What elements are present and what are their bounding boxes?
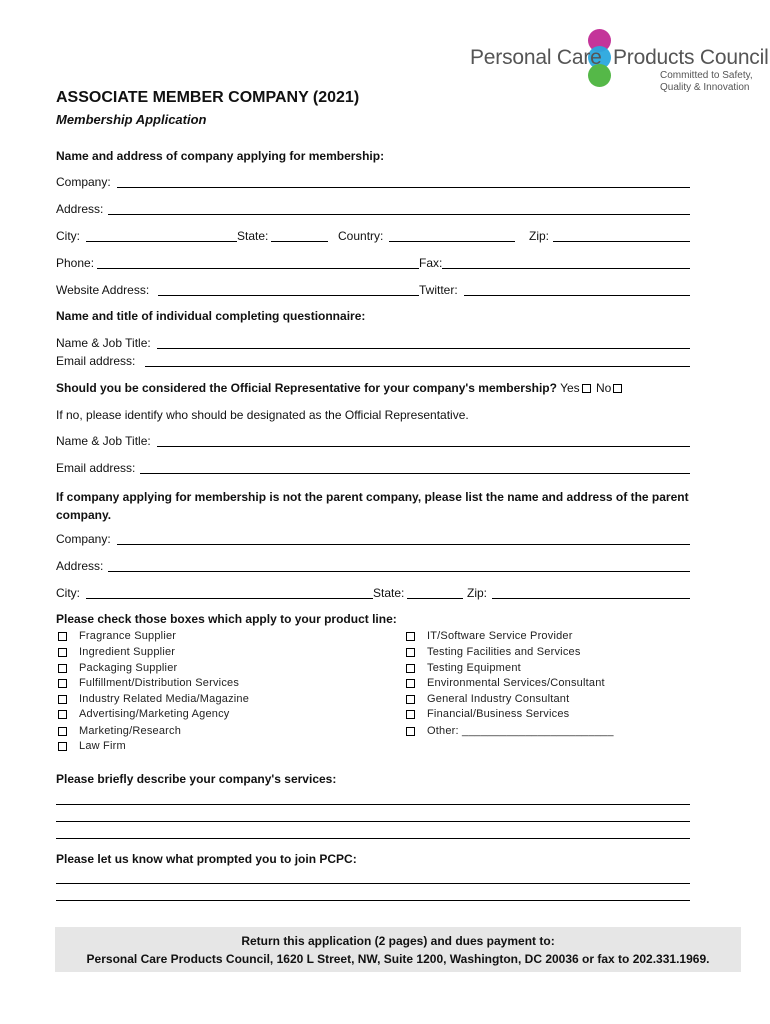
section-company-heading: Name and address of company applying for membership:: [56, 149, 385, 163]
official-rep-question-text: Should you be considered the Official Representative for your company's membership?: [56, 381, 557, 395]
product-right-4: General Industry Consultant: [427, 693, 570, 705]
product-left-7: Law Firm: [79, 740, 126, 752]
return-instructions: [55, 927, 741, 972]
city-field[interactable]: [86, 241, 237, 242]
product-right-5: Financial/Business Services: [427, 708, 570, 720]
product-left-2: Packaging Supplier: [79, 662, 178, 674]
name-job-label: Name & Job Title:: [56, 336, 151, 350]
logo-text-right: Products Council: [613, 46, 769, 69]
parent-city-field[interactable]: [86, 598, 373, 599]
prompted-line-2[interactable]: [56, 900, 690, 901]
parent-company-field[interactable]: [117, 544, 690, 545]
product-right-1: Testing Facilities and Services: [427, 646, 581, 658]
footer-line-2: Personal Care Products Council, 1620 L Street, NW, Suite 1200, Washington, DC 20036 or fax to 202.331.1969.: [86, 952, 710, 966]
product-right-3: Environmental Services/Consultant: [427, 677, 605, 689]
prompted-line-1[interactable]: [56, 883, 690, 884]
fax-label: Fax:: [419, 256, 443, 270]
checkbox-right-3[interactable]: [406, 679, 415, 688]
product-left-6: Marketing/Research: [79, 725, 182, 737]
parent-address-label: Address:: [56, 559, 104, 573]
country-label: Country:: [338, 229, 384, 243]
rep-name-job-field[interactable]: [157, 446, 690, 447]
rep-email-label: Email address:: [56, 461, 136, 475]
phone-field[interactable]: [97, 268, 419, 269]
parent-zip-field[interactable]: [492, 598, 690, 599]
website-label: Website Address:: [56, 283, 150, 297]
product-left-5: Advertising/Marketing Agency: [79, 708, 230, 720]
footer-line-1: Return this application (2 pages) and dues payment to:: [241, 934, 555, 948]
no-checkbox[interactable]: [613, 384, 622, 393]
phone-label: Phone:: [56, 256, 95, 270]
checkbox-left-0[interactable]: [58, 632, 67, 641]
product-left-1: Ingredient Supplier: [79, 646, 176, 658]
product-left-3: Fulfillment/Distribution Services: [79, 677, 240, 689]
checkbox-left-2[interactable]: [58, 664, 67, 673]
checkbox-right-1[interactable]: [406, 648, 415, 657]
checkbox-right-4[interactable]: [406, 695, 415, 704]
product-line-heading: Please check those boxes which apply to your product line:: [56, 612, 397, 626]
product-left-4: Industry Related Media/Magazine: [79, 693, 250, 705]
services-line-2[interactable]: [56, 821, 690, 822]
product-right-0: IT/Software Service Provider: [427, 630, 573, 642]
zip-field[interactable]: [553, 241, 690, 242]
name-job-field[interactable]: [157, 348, 690, 349]
checkbox-left-7[interactable]: [58, 742, 67, 751]
company-field[interactable]: [117, 187, 690, 188]
checkbox-right-5[interactable]: [406, 710, 415, 719]
logo-tagline-1: Committed to Safety,: [660, 70, 753, 81]
logo-text-left: Personal Care: [470, 46, 602, 69]
product-right-2: Testing Equipment: [427, 662, 521, 674]
fax-field[interactable]: [442, 268, 690, 269]
checkbox-right-6[interactable]: [406, 727, 415, 736]
state-label: State:: [237, 229, 269, 243]
services-line-1[interactable]: [56, 804, 690, 805]
official-rep-question: [56, 381, 624, 395]
checkbox-left-4[interactable]: [58, 695, 67, 704]
address-label: Address:: [56, 202, 104, 216]
parent-state-field[interactable]: [407, 598, 463, 599]
email-field[interactable]: [145, 366, 690, 367]
page-subtitle: Membership Application: [56, 112, 207, 127]
parent-city-label: City:: [56, 586, 80, 600]
company-label: Company:: [56, 175, 111, 189]
logo-tagline-2: Quality & Innovation: [660, 82, 750, 93]
prompted-heading: Please let us know what prompted you to join PCPC:: [56, 852, 357, 866]
twitter-label: Twitter:: [419, 283, 458, 297]
country-field[interactable]: [389, 241, 515, 242]
parent-state-label: State:: [373, 586, 405, 600]
twitter-field[interactable]: [464, 295, 690, 296]
rep-email-field[interactable]: [140, 473, 690, 474]
services-line-3[interactable]: [56, 838, 690, 839]
website-field[interactable]: [158, 295, 419, 296]
checkbox-right-0[interactable]: [406, 632, 415, 641]
parent-company-heading: If company applying for membership is not the parent company, please list the name and address of the parent company.: [56, 490, 689, 522]
yes-checkbox[interactable]: [582, 384, 591, 393]
zip-label: Zip:: [529, 229, 550, 243]
parent-company-label: Company:: [56, 532, 111, 546]
state-field[interactable]: [271, 241, 328, 242]
address-field[interactable]: [108, 214, 690, 215]
describe-services-heading: Please briefly describe your company's services:: [56, 772, 337, 786]
yes-label: Yes: [560, 381, 580, 395]
checkbox-left-3[interactable]: [58, 679, 67, 688]
checkbox-right-2[interactable]: [406, 664, 415, 673]
city-label: City:: [56, 229, 80, 243]
section-individual-heading: Name and title of individual completing questionnaire:: [56, 309, 366, 323]
parent-address-field[interactable]: [108, 571, 690, 572]
product-right-6: Other: ________________________: [427, 725, 614, 737]
if-no-instruction: If no, please identify who should be designated as the Official Representative.: [56, 408, 469, 422]
email-label: Email address:: [56, 354, 136, 368]
rep-name-job-label: Name & Job Title:: [56, 434, 151, 448]
checkbox-left-1[interactable]: [58, 648, 67, 657]
page-title: ASSOCIATE MEMBER COMPANY (2021): [56, 89, 360, 106]
product-left-0: Fragrance Supplier: [79, 630, 177, 642]
parent-zip-label: Zip:: [467, 586, 488, 600]
checkbox-left-5[interactable]: [58, 710, 67, 719]
no-label: No: [596, 381, 612, 395]
checkbox-left-6[interactable]: [58, 727, 67, 736]
